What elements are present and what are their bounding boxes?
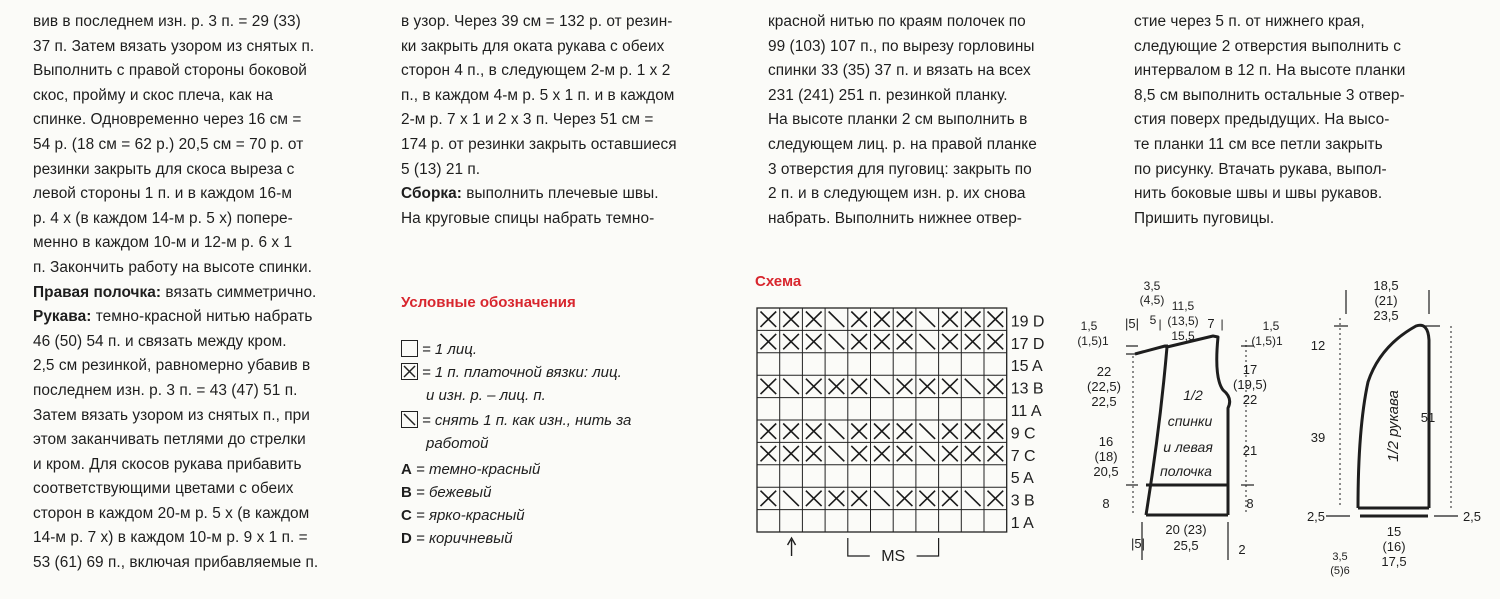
garter-stitch-cell <box>897 424 913 439</box>
sleeve-top: 23,5 <box>1373 308 1399 323</box>
garter-stitch-cell <box>806 424 822 439</box>
slip-stitch-cell <box>829 312 845 327</box>
text-line <box>33 281 368 306</box>
text-run: стия поверх предыдущих. На высо- <box>1134 111 1390 129</box>
garter-stitch-cell <box>942 446 958 461</box>
back-top-b: 11,5 <box>1171 299 1195 313</box>
legend-row-knit <box>401 338 631 361</box>
garter-stitch-cell <box>897 379 913 394</box>
sleeve-left-mid: 39 <box>1310 430 1326 445</box>
back-right-mid: 22 <box>1242 392 1258 407</box>
text-line <box>768 158 1103 183</box>
row-label: 19 D <box>1010 313 1045 331</box>
text-line <box>401 133 736 158</box>
text-line <box>1134 207 1469 232</box>
garter-stitch-cell <box>806 446 822 461</box>
scheme-title: Схема <box>755 273 802 290</box>
garter-stitch-cell <box>874 312 890 327</box>
row-label: 7 C <box>1010 447 1036 465</box>
text-bold-lead: Сборка: <box>401 185 462 203</box>
text-line <box>33 404 368 429</box>
text-line <box>768 133 1103 158</box>
text-run: красной нитью по краям полочек по <box>768 13 1026 30</box>
text-line <box>1134 158 1469 183</box>
color-key-c: C = ярко-красный <box>401 507 525 524</box>
back-top-a: (4,5) <box>1139 293 1165 307</box>
row-label: 11 A <box>1010 403 1042 420</box>
garter-stitch-cell <box>783 446 799 461</box>
slip-stitch-cell <box>919 334 935 349</box>
text-run: нить боковые швы и швы рукавов. <box>1134 185 1383 203</box>
garter-stitch-cell <box>829 379 845 394</box>
text-line <box>33 10 368 35</box>
garter-stitch-cell <box>761 424 777 439</box>
text-run: этом заканчивать петлями до стрелки <box>33 431 306 449</box>
legend-text: = снять 1 п. как изн., нить за <box>422 412 632 429</box>
text-run: менно в каждом 10-м и 12-м р. 6 х 1 <box>33 234 293 252</box>
text-line <box>33 207 368 232</box>
garter-stitch-cell <box>783 424 799 439</box>
text-run: вив в последнем изн. р. 3 п. = 29 (33) <box>33 13 301 30</box>
garter-stitch-cell <box>761 334 777 349</box>
text-line <box>768 108 1103 133</box>
back-top-b: (13,5) <box>1167 314 1199 328</box>
text-line <box>33 453 368 478</box>
garter-stitch-cell <box>761 491 777 506</box>
text-run: левой стороны 1 п. и в каждом 16-м <box>33 185 292 203</box>
text-run: 2-м р. 7 х 1 и 2 х 3 п. Через 51 см = <box>401 111 654 129</box>
text-column-4 <box>1134 10 1469 231</box>
text-line <box>33 231 368 256</box>
garter-stitch-cell <box>806 379 822 394</box>
text-bold-lead: Правая полочка: <box>33 283 162 301</box>
text-run: Выполнить с правой стороны боковой <box>33 62 307 80</box>
sleeve-top: 18,5 <box>1373 278 1399 293</box>
text-run: темно-красной нитью набрать <box>91 308 313 326</box>
legend-row-garter <box>401 361 631 384</box>
garter-stitch-cell <box>942 491 958 506</box>
back-left-mid: (22,5) <box>1087 379 1121 394</box>
back-left-top: 1,5 <box>1080 319 1098 333</box>
sleeve-bottom-left: 3,5 <box>1332 551 1348 563</box>
color-key-b: B = бежевый <box>401 484 492 501</box>
garter-stitch-cell <box>988 491 1004 506</box>
garter-stitch-cell <box>806 312 822 327</box>
text-line <box>33 182 368 207</box>
back-right-mid: 17 <box>1242 362 1258 377</box>
text-line <box>401 35 736 60</box>
text-run: 174 р. от резинки закрыть оставшиеся <box>401 135 677 153</box>
garter-stitch-cell <box>988 446 1004 461</box>
row-label: 9 C <box>1010 425 1036 443</box>
text-line <box>768 35 1103 60</box>
slip-stitch-cell <box>919 446 935 461</box>
text-column-3 <box>768 10 1103 231</box>
garter-stitch-cell <box>874 424 890 439</box>
back-caption: 1/2 <box>1183 387 1203 403</box>
garter-stitch-cell <box>851 424 867 439</box>
garter-stitch-cell <box>942 424 958 439</box>
sleeve-right-mid: 51 <box>1420 410 1436 425</box>
text-run: следующем лиц. р. на правой планке <box>768 135 1037 153</box>
text-run: спинки 33 (35) 37 п. и вязать на всех <box>768 62 1031 80</box>
garter-stitch-cell <box>851 312 867 327</box>
garter-stitch-cell <box>965 312 981 327</box>
text-line <box>1134 35 1469 60</box>
sleeve-left-top: 12 <box>1310 338 1326 353</box>
back-right-top: 1,5 <box>1262 319 1280 333</box>
legend-text: = 1 п. платочной вязки: лиц. <box>422 364 622 381</box>
text-run: выполнить плечевые швы. <box>461 185 659 203</box>
text-line <box>768 84 1103 109</box>
row-label: 15 A <box>1010 358 1043 376</box>
text-line <box>33 477 368 502</box>
knitting-chart <box>740 300 1060 590</box>
sleeve-bottom: 17,5 <box>1381 554 1407 569</box>
back-left-low: 16 <box>1098 434 1114 449</box>
text-line <box>401 207 736 232</box>
garter-stitch-cell <box>942 312 958 327</box>
garter-stitch-cell <box>919 379 935 394</box>
sleeve-caption: 1/2 рукава <box>1385 390 1402 462</box>
back-top-b: 15,5 <box>1171 329 1195 343</box>
back-caption: спинки <box>1167 413 1213 429</box>
text-line <box>401 108 736 133</box>
text-run: спинке. Одновременно через 16 см = <box>33 111 302 129</box>
sleeve-top: (21) <box>1374 293 1398 308</box>
text-line <box>768 59 1103 84</box>
text-line <box>33 256 368 281</box>
text-run: по рисунку. Втачать рукава, выпол- <box>1134 160 1387 178</box>
back-right-bottom: 8 <box>1246 496 1254 511</box>
garter-stitch-cell <box>965 446 981 461</box>
text-line <box>33 305 368 330</box>
text-line <box>33 35 368 60</box>
text-line <box>33 108 368 133</box>
garter-stitch-cell <box>919 491 935 506</box>
text-run: стие через 5 п. от нижнего края, <box>1134 13 1365 30</box>
text-run: 2,5 см резинкой, равномерно убавив в <box>33 357 311 375</box>
legend-text: = 1 лиц. <box>422 341 477 358</box>
garter-stitch-cell <box>806 491 822 506</box>
text-run: 46 (50) 54 п. и связать между кром. <box>33 332 287 350</box>
color-key-a: A = темно-красный <box>401 461 541 478</box>
garter-stitch-cell <box>783 312 799 327</box>
garter-stitch-cell <box>761 312 777 327</box>
back-left-mid: 22 <box>1096 364 1112 379</box>
color-key-d: D = коричневый <box>401 530 513 547</box>
slip-stitch-cell <box>919 312 935 327</box>
text-column-2 <box>401 10 736 231</box>
back-top-c: | <box>1158 317 1162 331</box>
back-right-mid: (19,5) <box>1233 377 1267 392</box>
text-run: сторон в каждом 20-м р. 5 х (в каждом <box>33 504 310 522</box>
text-line <box>33 133 368 158</box>
text-line <box>1134 84 1469 109</box>
x-square-icon <box>401 363 418 380</box>
sleeve-cuff-right: 2,5 <box>1462 509 1482 524</box>
back-bottom: 20 (23) <box>1165 522 1207 537</box>
slip-stitch-cell <box>919 424 935 439</box>
text-line <box>33 84 368 109</box>
text-run: 14-м р. 7 х) в каждом 10-м р. 9 х 1 п. = <box>33 529 308 547</box>
slash-square-icon <box>401 411 418 428</box>
text-line <box>33 428 368 453</box>
text-run: п., в каждом 4-м р. 5 х 1 п. и в каждом <box>401 86 675 104</box>
garter-stitch-cell <box>942 379 958 394</box>
row-label: 17 D <box>1010 335 1045 353</box>
text-run: На высоте планки 2 см выполнить в <box>768 111 1028 129</box>
text-line <box>401 158 736 183</box>
text-line <box>33 502 368 527</box>
text-run: соответствующими цветами с обеих <box>33 480 294 498</box>
garter-stitch-cell <box>965 334 981 349</box>
text-run: и кром. Для скосов рукава прибавить <box>33 455 302 473</box>
garter-stitch-cell <box>988 379 1004 394</box>
slip-stitch-cell <box>829 334 845 349</box>
text-run: 37 п. Затем вязать узором из снятых п. <box>33 37 315 55</box>
garter-stitch-cell <box>897 312 913 327</box>
slip-stitch-cell <box>829 446 845 461</box>
text-run: скос, пройму и скос плеча, как на <box>33 86 274 104</box>
garter-stitch-cell <box>897 491 913 506</box>
slip-stitch-cell <box>783 491 799 506</box>
text-run: 231 (241) 251 п. резинкой планку. <box>768 86 1008 104</box>
row-label: 1 A <box>1010 515 1034 532</box>
slip-stitch-cell <box>874 491 890 506</box>
back-left-mid: 22,5 <box>1091 394 1117 409</box>
back-bottom: 25,5 <box>1173 538 1199 553</box>
text-run: Пришить пуговицы. <box>1134 209 1275 227</box>
text-run: последнем изн. р. 3 п. = 43 (47) 51 п. <box>33 381 298 399</box>
text-run: На круговые спицы набрать темно- <box>401 209 655 227</box>
back-left-bottom: 8 <box>1102 496 1110 511</box>
back-left-top: (1,5)1 <box>1077 334 1109 348</box>
text-run: 3 отверстия для пуговиц: закрыть по <box>768 160 1032 178</box>
legend-text: и изн. р. – лиц. п. <box>426 387 546 404</box>
garter-stitch-cell <box>806 334 822 349</box>
sleeve-cuff-left: 2,5 <box>1306 509 1326 524</box>
pattern-diagrams <box>1068 278 1498 588</box>
slip-stitch-cell <box>783 379 799 394</box>
back-caption: полочка <box>1160 463 1212 479</box>
text-run: вязать симметрично. <box>161 283 317 301</box>
text-run: те планки 11 см все петли закрыть <box>1134 135 1383 153</box>
text-run: 99 (103) 107 п., по вырезу горловины <box>768 37 1035 55</box>
text-line <box>768 207 1103 232</box>
text-run: интервалом в 12 п. На высоте планки <box>1134 62 1406 80</box>
back-top-a: 3,5 <box>1143 279 1161 293</box>
legend-row-slip <box>401 409 631 432</box>
garter-stitch-cell <box>851 379 867 394</box>
slip-stitch-cell <box>965 379 981 394</box>
text-line <box>768 182 1103 207</box>
garter-stitch-cell <box>761 379 777 394</box>
garter-stitch-cell <box>942 334 958 349</box>
text-run: Затем вязать узором из снятых п., при <box>33 406 310 424</box>
garter-stitch-cell <box>783 334 799 349</box>
legend-text: работой <box>426 435 489 452</box>
text-run: р. 4 х (в каждом 14-м р. 5 х) попере- <box>33 209 293 227</box>
empty-square-icon <box>401 340 418 357</box>
back-left-low: (18) <box>1094 449 1118 464</box>
back-caption: и левая <box>1163 439 1213 455</box>
text-line <box>401 59 736 84</box>
text-line <box>401 10 736 35</box>
back-left-low: 20,5 <box>1093 464 1119 479</box>
garter-stitch-cell <box>897 446 913 461</box>
garter-stitch-cell <box>761 446 777 461</box>
ms-label: MS <box>881 548 906 565</box>
text-line <box>33 59 368 84</box>
text-run: ки закрыть для оката рукава с обеих <box>401 37 665 55</box>
text-run: 2 п. и в следующем изн. р. их снова <box>768 185 1026 203</box>
row-label: 3 B <box>1010 492 1035 510</box>
row-label: 13 B <box>1010 380 1044 398</box>
garter-stitch-cell <box>988 334 1004 349</box>
text-line <box>1134 59 1469 84</box>
text-line <box>33 526 368 551</box>
text-run: следующие 2 отверстия выполнить с <box>1134 37 1401 55</box>
text-line <box>33 379 368 404</box>
text-run: 54 р. (18 см = 62 р.) 20,5 см = 70 р. от <box>33 135 304 153</box>
garter-stitch-cell <box>988 312 1004 327</box>
text-line <box>1134 182 1469 207</box>
text-line <box>401 84 736 109</box>
slip-stitch-cell <box>829 424 845 439</box>
garter-stitch-cell <box>829 491 845 506</box>
text-line <box>33 158 368 183</box>
sleeve-bottom-left: (5)6 <box>1330 565 1350 577</box>
text-line <box>1134 133 1469 158</box>
back-top-c: | <box>1220 317 1224 331</box>
text-line <box>401 182 736 207</box>
row-label: 5 A <box>1010 470 1034 488</box>
back-top-c: |5| <box>1125 316 1139 331</box>
text-run: п. Закончить работу на высоте спинки. <box>33 258 312 276</box>
text-line <box>1134 10 1469 35</box>
text-run: 53 (61) 69 п., включая прибавляемые п. <box>33 554 319 572</box>
text-run: сторон 4 п., в следующем 2-м р. 1 х 2 <box>401 62 671 80</box>
text-line <box>33 551 368 576</box>
back-bottom-right: 2 <box>1238 542 1246 557</box>
garter-stitch-cell <box>874 446 890 461</box>
sleeve-bottom: 15 <box>1386 524 1402 539</box>
sleeve-bottom: (16) <box>1382 539 1406 554</box>
text-run: в узор. Через 39 см = 132 р. от резин- <box>401 13 673 30</box>
text-line <box>33 330 368 355</box>
back-top-c: 7 <box>1207 316 1215 331</box>
text-line <box>33 354 368 379</box>
text-bold-lead: Рукава: <box>33 308 92 326</box>
text-run: 8,5 см выполнить остальные 3 отвер- <box>1134 86 1405 104</box>
legend-title: Условные обозначения <box>401 294 576 311</box>
back-bottom-left: |5| <box>1131 536 1145 551</box>
garter-stitch-cell <box>851 491 867 506</box>
text-line <box>1134 108 1469 133</box>
garter-stitch-cell <box>851 446 867 461</box>
garter-stitch-cell <box>874 334 890 349</box>
garter-stitch-cell <box>988 424 1004 439</box>
legend <box>401 338 631 550</box>
back-right-low: 21 <box>1242 443 1258 458</box>
garter-stitch-cell <box>965 424 981 439</box>
back-top-c: 5 <box>1149 313 1157 327</box>
text-column-1 <box>33 10 368 576</box>
text-line <box>768 10 1103 35</box>
garter-stitch-cell <box>897 334 913 349</box>
garter-stitch-cell <box>851 334 867 349</box>
back-right-top: (1,5)1 <box>1251 334 1283 348</box>
text-run: резинки закрыть для скоса выреза с <box>33 160 295 178</box>
text-run: 5 (13) 21 п. <box>401 160 481 178</box>
slip-stitch-cell <box>965 491 981 506</box>
text-run: набрать. Выполнить нижнее отвер- <box>768 209 1022 227</box>
slip-stitch-cell <box>874 379 890 394</box>
